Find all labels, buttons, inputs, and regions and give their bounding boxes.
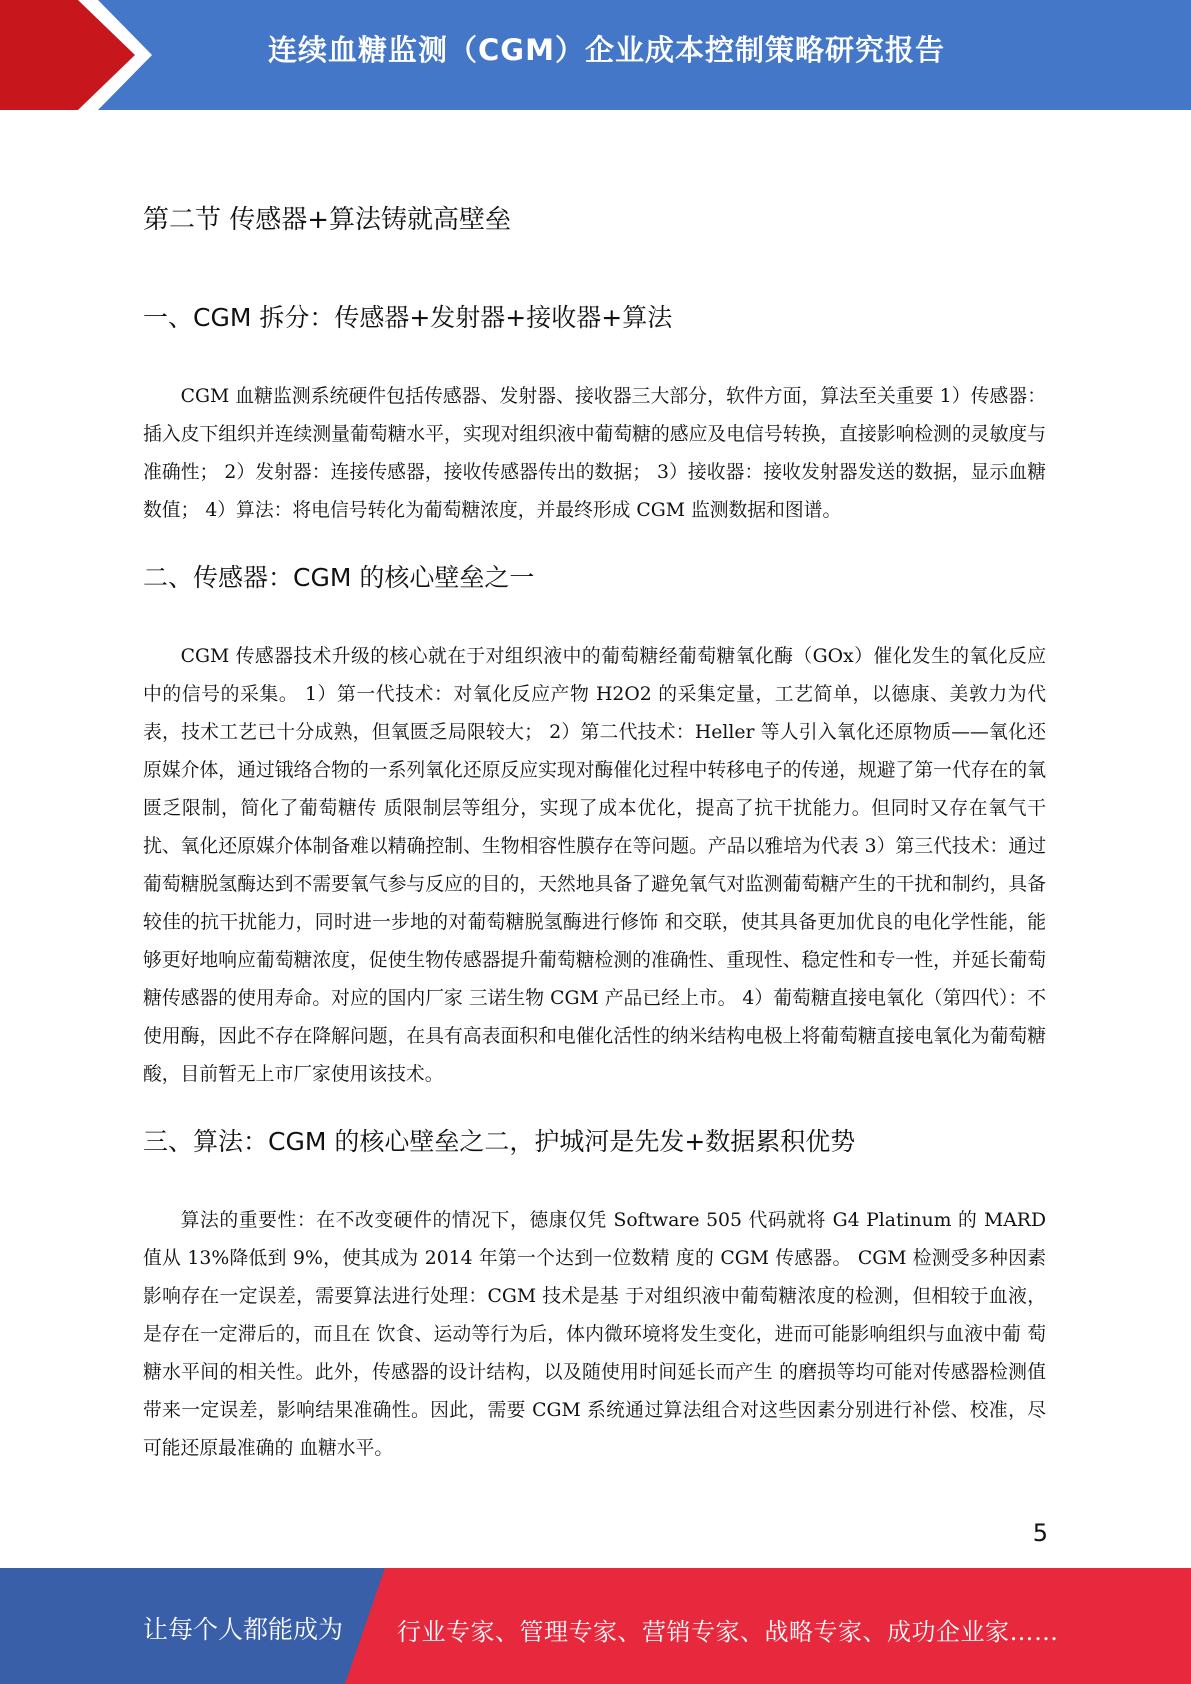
footer-slogan-right: 行业专家、管理专家、营销专家、战略专家、成功企业家……	[397, 1618, 1059, 1646]
page-number: 5	[1032, 1519, 1048, 1547]
header-red-arrow	[0, 0, 135, 110]
subsection-heading: 一、CGM 拆分：传感器+发射器+接收器+算法	[143, 303, 673, 332]
document-body	[143, 198, 1046, 1494]
subsection-1	[143, 296, 1046, 530]
page-footer	[0, 1568, 1191, 1684]
subsection-paragraph: CGM 传感器技术升级的核心就在于对组织液中的葡萄糖经葡萄糖氧化酶（GOx）催化发生的氧化反应中的信号的采集。 1）第一代技术：对氧化反应产物 H2O2 的采集定量，工艺简单，以德康、美敦力为代表，技术工艺已十分成熟，但氧匮乏局限较大； 2）第二代技术：Heller 等人引入氧化还原物质——氧化还原媒介体，通过锇络合物的一系列氧化还原反应实现对酶催化过程中转移电子的传递，规避了第一代存在的氧匮乏限制，简化了葡萄糖传 质限制层等组分，实现了成本优化，提高了抗干扰能力。但同时又存在氧气干扰、氧化还原媒介体制备难以精确控制、生物相容性膜存在等问题。产品以雅培为代表 3）第三代技术：通过葡萄糖脱氢酶达到不需要氧气参与反应的目的，天然地具备了避免氧气对监测葡萄糖产生的干扰和制约，具备较佳的抗干扰能力，同时进一步地的对葡萄糖脱氢酶进行修饰 和交联，使其具备更加优良的电化学性能，能够更好地响应葡萄糖浓度，促使生物传感器提升葡萄糖检测的准确性、重现性、稳定性和专一性，并延长葡萄糖传感器的使用寿命。对应的国内厂家 三诺生物 CGM 产品已经上市。 4）葡萄糖直接电氧化（第四代）：不使用酶，因此不存在降解问题，在具有高表面积和电催化活性的纳米结构电极上将葡萄糖直接电氧化为葡萄糖酸，目前暂无上市厂家使用该技术。	[143, 646, 1046, 1085]
subsection-2	[143, 556, 1046, 1094]
footer-slogan-left: 让每个人都能成为	[143, 1615, 344, 1644]
report-title: 连续血糖监测（CGM）企业成本控制策略研究报告	[268, 33, 945, 67]
subsection-heading: 二、传感器：CGM 的核心壁垒之一	[143, 563, 535, 592]
subsection-heading: 三、算法：CGM 的核心壁垒之二，护城河是先发+数据累积优势	[143, 1127, 856, 1156]
subsection-paragraph: 算法的重要性：在不改变硬件的情况下，德康仅凭 Software 505 代码就将 G4 Platinum 的 MARD 值从 13%降低到 9%，使其成为 2014 年第一个达到一位数精 度的 CGM 传感器。 CGM 检测受多种因素影响存在一定误差，需要算法进行处理：CGM 技术是基 于对组织液中葡萄糖浓度的检测，但相较于血液，是存在一定滞后的，而且在 饮食、运动等行为后，体内微环境将发生变化，进而可能影响组织与血液中葡 萄糖水平间的相关性。此外，传感器的设计结构，以及随使用时间延长而产生 的磨损等均可能对传感器检测值带来一定误差，影响结果准确性。因此，需要 CGM 系统通过算法组合对这些因素分别进行补偿、校准，尽可能还原最准确的 血糖水平。	[143, 1210, 1046, 1459]
subsection-paragraph: CGM 血糖监测系统硬件包括传感器、发射器、接收器三大部分，软件方面，算法至关重要 1）传感器：插入皮下组织并连续测量葡萄糖水平，实现对组织液中葡萄糖的感应及电信号转换，直接影响检测的灵敏度与准确性； 2）发射器：连接传感器，接收传感器传出的数据； 3）接收器：接收发射器发送的数据，显示血糖数值； 4）算法：将电信号转化为葡萄糖浓度，并最终形成 CGM 监测数据和图谱。	[143, 386, 1046, 521]
section-title: 第二节 传感器+算法铸就高壁垒	[143, 205, 512, 235]
page-header	[0, 0, 1191, 110]
subsection-3	[143, 1120, 1046, 1468]
